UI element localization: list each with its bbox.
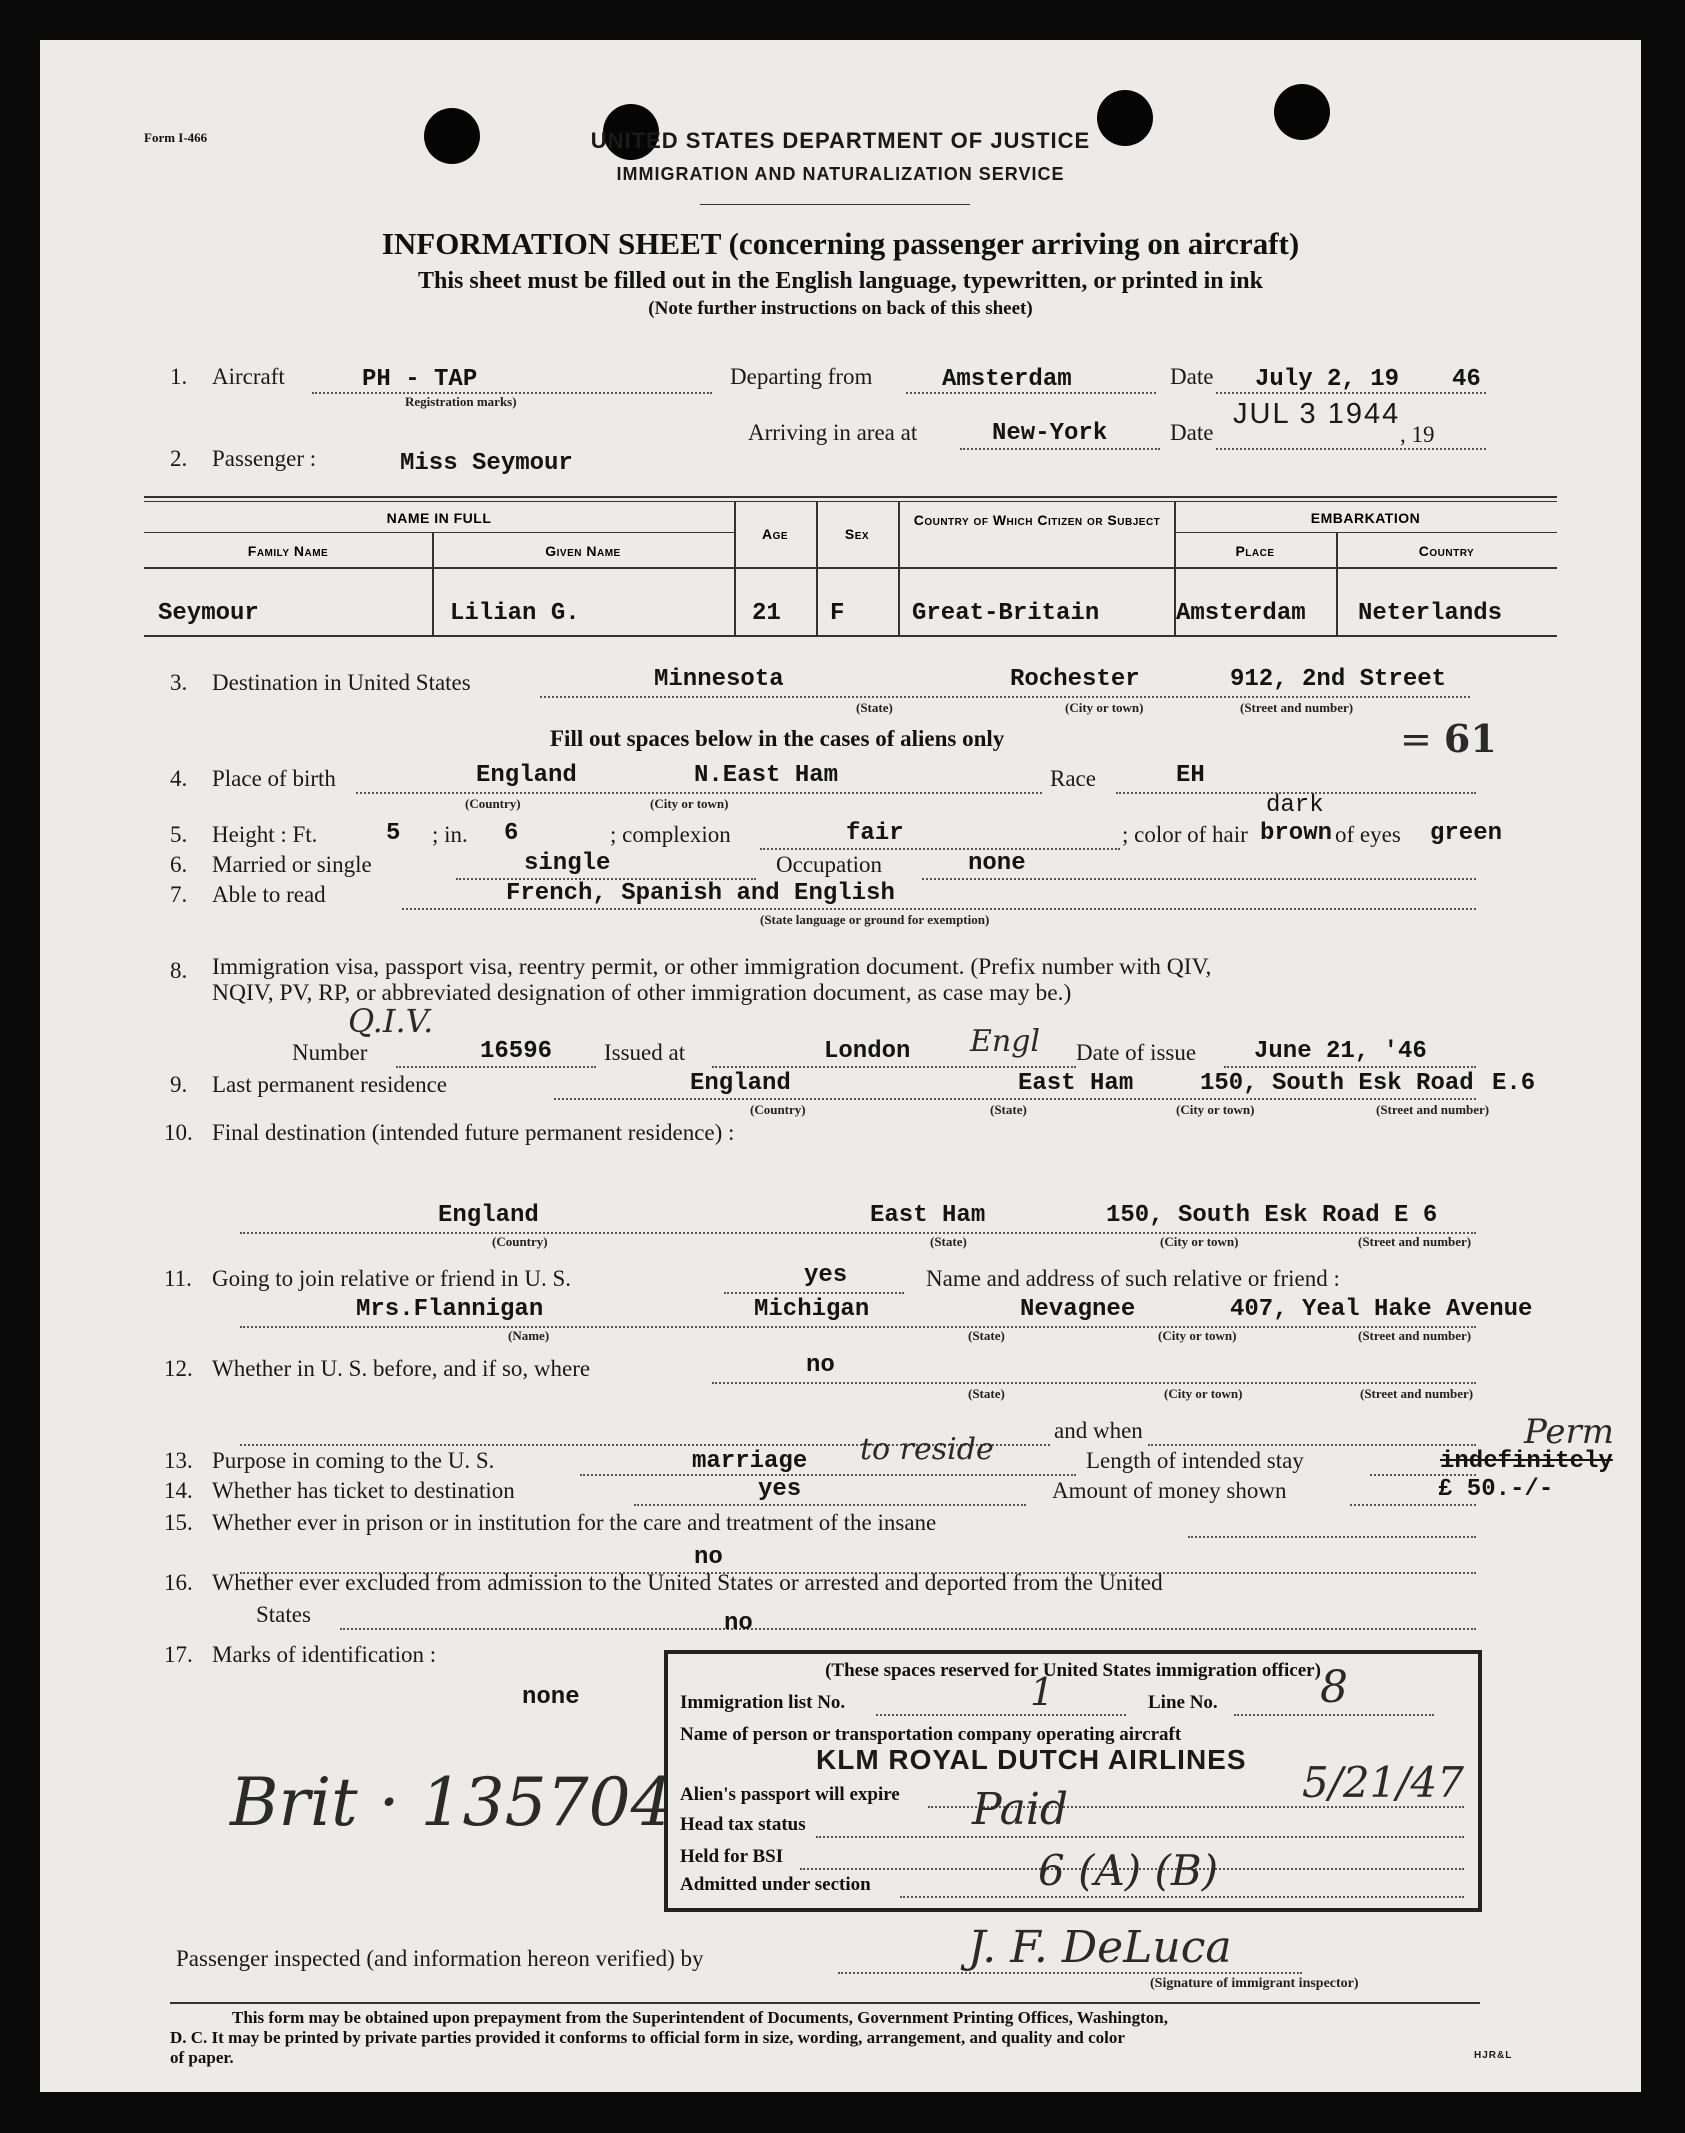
item12-label: Whether in U. S. before, and if so, where xyxy=(212,1356,591,1381)
read-value[interactable]: French, Spanish and English xyxy=(506,880,895,907)
number-line xyxy=(396,1066,596,1068)
item14-number: 14. xyxy=(164,1478,193,1503)
heading-rule xyxy=(700,204,970,205)
age-cell[interactable]: 21 xyxy=(752,600,781,627)
item6-label: Married or single xyxy=(212,852,372,877)
form-sheet xyxy=(40,40,1641,2092)
destination-city[interactable]: Rochester xyxy=(1010,666,1140,693)
operator-stamp: KLM ROYAL DUTCH AIRLINES xyxy=(816,1744,1247,1775)
form-note: (Note further instructions on back of this sheet) xyxy=(648,298,1033,319)
aircraft-value[interactable]: PH - TAP xyxy=(362,366,478,393)
item1-label: Aircraft xyxy=(212,364,285,389)
item11-label: Going to join relative or friend in U. S. xyxy=(212,1266,571,1291)
item1-number: 1. xyxy=(170,364,188,389)
officer-box-title: (These spaces reserved for United States immigration officer) xyxy=(825,1660,1321,1681)
item5-number: 5. xyxy=(170,822,188,847)
handwritten-to-reside: to reside xyxy=(860,1432,994,1467)
item3-number: 3. xyxy=(170,670,188,695)
occupation-value[interactable]: none xyxy=(968,850,1026,877)
inspected-label: Passenger inspected (and information hereon verified) by xyxy=(176,1946,704,1971)
item14-label: Whether has ticket to destination xyxy=(212,1478,515,1503)
read-line xyxy=(402,908,1476,910)
prison-value[interactable]: no xyxy=(694,1544,723,1571)
section-line xyxy=(900,1896,1464,1898)
purpose-value[interactable]: marriage xyxy=(692,1448,808,1475)
birth-line xyxy=(356,792,1042,794)
purpose-line xyxy=(580,1474,1076,1476)
item2-number: 2. xyxy=(170,446,188,471)
citizen-cell[interactable]: Great-Britain xyxy=(912,600,1100,627)
expire-label: Alien's passport will expire xyxy=(680,1784,900,1805)
list-label: Immigration list No. xyxy=(680,1692,846,1713)
stay-value[interactable]: indefinitely xyxy=(1440,1448,1613,1475)
section-value[interactable]: 6 (A) (B) xyxy=(1038,1846,1219,1895)
issued-at[interactable]: London xyxy=(824,1038,911,1065)
list-value[interactable]: 1 xyxy=(1030,1670,1055,1714)
handwritten-qiv: Q.I.V. xyxy=(348,1002,434,1040)
form-title: INFORMATION SHEET (concerning passenger arriving on aircraft) xyxy=(381,226,1300,261)
residence-state-caption: (State) xyxy=(990,1102,1027,1117)
list-line xyxy=(876,1714,1126,1716)
item12-number: 12. xyxy=(164,1356,193,1381)
ticket-value[interactable]: yes xyxy=(758,1476,802,1503)
birth-country[interactable]: England xyxy=(476,762,577,789)
date2-label: Date xyxy=(1170,420,1214,445)
number-label: Number xyxy=(292,1040,368,1065)
final-street-caption: (Street and number) xyxy=(1358,1234,1472,1249)
excluded-value[interactable]: no xyxy=(724,1610,753,1637)
service-heading: IMMIGRATION AND NATURALIZATION SERVICE xyxy=(616,164,1065,184)
received-stamp: JUL 3 1944 xyxy=(1233,398,1401,430)
table-header-rule xyxy=(144,567,1557,569)
date-of-issue[interactable]: June 21, '46 xyxy=(1254,1038,1427,1065)
item17-label: Marks of identification : xyxy=(212,1642,437,1667)
item8-number: 8. xyxy=(170,958,188,983)
given-name-header: Given Name xyxy=(545,543,621,559)
line-value[interactable]: 8 xyxy=(1320,1662,1348,1713)
item15-number: 15. xyxy=(164,1510,193,1535)
before-value[interactable]: no xyxy=(806,1352,835,1379)
item9-label: Last permanent residence xyxy=(212,1072,447,1097)
country-header: Country xyxy=(1418,543,1475,559)
name-group-rule xyxy=(144,532,734,533)
item9-number: 9. xyxy=(170,1072,188,1097)
eyes-value[interactable]: green xyxy=(1430,820,1503,847)
occupation-label: Occupation xyxy=(776,852,883,877)
before-city-caption: (City or town) xyxy=(1164,1386,1243,1401)
form-number: Form I-466 xyxy=(144,130,208,145)
item16-label: Whether ever excluded from admission to the United States or arrested and deported from the United xyxy=(212,1570,1163,1596)
residence-country[interactable]: England xyxy=(690,1070,791,1097)
country-citizen-header: Country of Which Citizen or Subject xyxy=(913,512,1161,528)
embark-place-cell[interactable]: Amsterdam xyxy=(1176,600,1306,627)
when-line-2 xyxy=(1148,1444,1476,1446)
item16-label-2: States xyxy=(256,1602,311,1627)
residence-state[interactable]: East Ham xyxy=(1018,1070,1134,1097)
tax-value[interactable]: Paid xyxy=(972,1784,1069,1835)
residence-country-caption: (Country) xyxy=(750,1102,806,1117)
sex-header: Sex xyxy=(844,526,870,542)
handwritten-engl: Engl xyxy=(970,1024,1041,1059)
table-top-rule-2 xyxy=(144,501,1557,502)
residence-line xyxy=(554,1098,1476,1100)
relative-state[interactable]: Michigan xyxy=(754,1296,870,1323)
col-divider xyxy=(898,501,900,635)
inspector-signature: J. F. DeLuca xyxy=(968,1922,1232,1973)
tax-label: Head tax status xyxy=(680,1814,806,1835)
item6-number: 6. xyxy=(170,852,188,877)
money-label: Amount of money shown xyxy=(1052,1478,1287,1503)
final-country[interactable]: England xyxy=(438,1202,539,1229)
height-in-label: ; in. xyxy=(432,822,468,847)
race-label: Race xyxy=(1050,766,1096,791)
destination-street-caption: (Street and number) xyxy=(1240,700,1354,715)
item10-label: Final destination (intended future permanent residence) : xyxy=(212,1120,735,1145)
date2-year-prefix: , 19 xyxy=(1400,422,1435,447)
residence-city[interactable]: 150, South Esk Road xyxy=(1200,1070,1474,1097)
birth-city[interactable]: N.East Ham xyxy=(694,762,839,789)
money-value[interactable]: £ 50.-/- xyxy=(1438,1476,1554,1503)
place-header: Place xyxy=(1235,543,1275,559)
read-caption: (State language or ground for exemption) xyxy=(760,912,990,927)
passenger-value[interactable]: Miss Seymour xyxy=(400,450,573,477)
prison-line-a xyxy=(1188,1536,1476,1538)
date-year[interactable]: 46 xyxy=(1452,366,1481,393)
bsi-label: Held for BSI xyxy=(680,1846,784,1867)
arriving-line xyxy=(960,448,1160,450)
section-label: Admitted under section xyxy=(680,1874,871,1895)
hair-label: ; color of hair xyxy=(1122,822,1248,847)
footer-line-3: of paper. xyxy=(170,2048,234,2067)
before-street-caption: (Street and number) xyxy=(1360,1386,1474,1401)
birth-city-caption: (City or town) xyxy=(650,796,729,811)
final-state-caption: (State) xyxy=(930,1234,967,1249)
footer-rule xyxy=(170,2002,1480,2004)
line-line xyxy=(1234,1714,1434,1716)
aircraft-caption: Registration marks) xyxy=(405,394,517,409)
line-label: Line No. xyxy=(1148,1692,1218,1713)
arriving-label: Arriving in area at xyxy=(748,420,918,445)
complexion-label: ; complexion xyxy=(610,822,731,847)
destination-line xyxy=(540,696,1470,698)
issued-line xyxy=(712,1066,1076,1068)
item13-number: 13. xyxy=(164,1448,193,1473)
department-heading: UNITED STATES DEPARTMENT OF JUSTICE xyxy=(590,128,1091,153)
expire-value[interactable]: 5/21/47 xyxy=(1302,1758,1464,1807)
form-subtitle: This sheet must be filled out in the English language, typewritten, or printed in ink xyxy=(418,268,1263,294)
join-line xyxy=(724,1292,904,1294)
handwritten-61: = 61 xyxy=(1400,716,1497,761)
relative-line xyxy=(240,1326,1476,1328)
given-name-cell[interactable]: Lilian G. xyxy=(450,600,580,627)
item4-number: 4. xyxy=(170,766,188,791)
relative-city-caption: (City or town) xyxy=(1158,1328,1237,1343)
inspector-caption: (Signature of immigrant inspector) xyxy=(1150,1976,1359,1991)
col-divider xyxy=(734,501,736,635)
item7-number: 7. xyxy=(170,882,188,907)
date-label: Date xyxy=(1170,364,1214,389)
race-value[interactable]: EH xyxy=(1176,762,1205,789)
item8-text-1: Immigration visa, passport visa, reentry permit, or other immigration document. (Prefix number with QIV, xyxy=(212,954,1212,980)
operator-label: Name of person or transportation company operating aircraft xyxy=(680,1724,1182,1745)
aliens-only-note: Fill out spaces below in the cases of aliens only xyxy=(550,726,1005,751)
embarkation-header: EMBARKATION xyxy=(1310,510,1421,526)
footer-line-2: D. C. It may be printed by private parties provided it conforms to official form in size, wording, arrangement, and quality and color xyxy=(170,2028,1125,2047)
date2-line xyxy=(1216,448,1486,450)
name-in-full-header: NAME IN FULL xyxy=(386,510,492,526)
date-of-issue-line xyxy=(1224,1066,1476,1068)
sex-cell[interactable]: F xyxy=(830,600,845,627)
family-name-cell[interactable]: Seymour xyxy=(158,600,259,627)
item3-label: Destination in United States xyxy=(212,670,471,695)
handwritten-brit-number: Brit · 135704 xyxy=(230,1764,673,1841)
item17-number: 17. xyxy=(164,1642,193,1667)
birth-country-caption: (Country) xyxy=(465,796,521,811)
join-value[interactable]: yes xyxy=(804,1262,848,1289)
item2-label: Passenger : xyxy=(212,446,317,471)
height-ft[interactable]: 5 xyxy=(386,820,401,847)
document-number[interactable]: 16596 xyxy=(480,1038,553,1065)
item11-number: 11. xyxy=(164,1266,192,1291)
embark-country-cell[interactable]: Neterlands xyxy=(1358,600,1503,627)
item10-number: 10. xyxy=(164,1120,193,1145)
excluded-line xyxy=(340,1628,1476,1630)
final-country-caption: (Country) xyxy=(492,1234,548,1249)
and-when-label: and when xyxy=(1054,1418,1143,1443)
tax-line xyxy=(816,1836,1464,1838)
relative-state-caption: (State) xyxy=(968,1328,1005,1343)
final-city-caption: (City or town) xyxy=(1160,1234,1239,1249)
date-of-issue-label: Date of issue xyxy=(1076,1040,1197,1065)
identification-value[interactable]: none xyxy=(522,1684,580,1711)
residence-street[interactable]: E.6 xyxy=(1492,1070,1536,1097)
col-divider xyxy=(816,501,818,635)
departing-label: Departing from xyxy=(730,364,873,389)
item16-number: 16. xyxy=(164,1570,193,1595)
relative-street[interactable]: 407, Yeal Hake Avenue xyxy=(1230,1296,1533,1323)
destination-state[interactable]: Minnesota xyxy=(654,666,784,693)
embarkation-group-rule xyxy=(1174,532,1557,533)
relative-street-caption: (Street and number) xyxy=(1358,1328,1472,1343)
item7-label: Able to read xyxy=(212,882,326,907)
hair-value[interactable]: brown xyxy=(1260,820,1333,847)
departing-value[interactable]: Amsterdam xyxy=(942,366,1072,393)
money-line xyxy=(1350,1504,1476,1506)
date-value[interactable]: July 2, 19 xyxy=(1255,366,1400,393)
footer-line-1: This form may be obtained upon prepayment from the Superintendent of Documents, Government Printing Offices, Washington, xyxy=(232,2008,1168,2027)
final-state[interactable]: East Ham xyxy=(870,1202,986,1229)
final-city[interactable]: 150, South Esk Road E 6 xyxy=(1106,1202,1438,1229)
family-name-header: Family Name xyxy=(247,543,329,559)
final-destination-line xyxy=(240,1232,1476,1234)
residence-city-caption: (City or town) xyxy=(1176,1102,1255,1117)
destination-street[interactable]: 912, 2nd Street xyxy=(1230,666,1447,693)
destination-city-caption: (City or town) xyxy=(1065,700,1144,715)
handwritten-perm: Perm xyxy=(1524,1412,1614,1452)
arriving-value[interactable]: New-York xyxy=(992,420,1108,447)
item13-label: Purpose in coming to the U. S. xyxy=(212,1448,495,1473)
ticket-line xyxy=(634,1504,1026,1506)
height-in[interactable]: 6 xyxy=(504,820,519,847)
complexion-value[interactable]: fair xyxy=(846,820,904,847)
marital-value[interactable]: single xyxy=(524,850,611,877)
age-header: Age xyxy=(761,526,789,542)
before-line xyxy=(712,1382,1476,1384)
printer-code: HJR&L xyxy=(1474,2050,1513,2061)
hair-note: dark xyxy=(1266,792,1324,819)
complexion-line xyxy=(760,848,1120,850)
item8-text-2: NQIV, PV, RP, or abbreviated designation of other immigration document, as case may be.) xyxy=(212,980,1072,1006)
eyes-label: of eyes xyxy=(1335,822,1401,847)
issued-label: Issued at xyxy=(604,1040,686,1065)
relative-city[interactable]: Nevagnee xyxy=(1020,1296,1136,1323)
relative-name[interactable]: Mrs.Flannigan xyxy=(356,1296,544,1323)
destination-state-caption: (State) xyxy=(856,700,893,715)
item4-label: Place of birth xyxy=(212,766,336,791)
table-bottom-rule xyxy=(144,635,1557,637)
relative-name-caption: (Name) xyxy=(508,1328,550,1343)
table-top-rule xyxy=(144,496,1557,498)
occupation-line xyxy=(922,878,1476,880)
before-state-caption: (State) xyxy=(968,1386,1005,1401)
name-address-label: Name and address of such relative or friend : xyxy=(926,1266,1340,1291)
residence-street-caption: (Street and number) xyxy=(1376,1102,1490,1117)
item15-label: Whether ever in prison or in institution for the care and treatment of the insane xyxy=(212,1510,937,1535)
item5-label: Height : Ft. xyxy=(212,822,318,847)
stay-label: Length of intended stay xyxy=(1086,1448,1304,1473)
